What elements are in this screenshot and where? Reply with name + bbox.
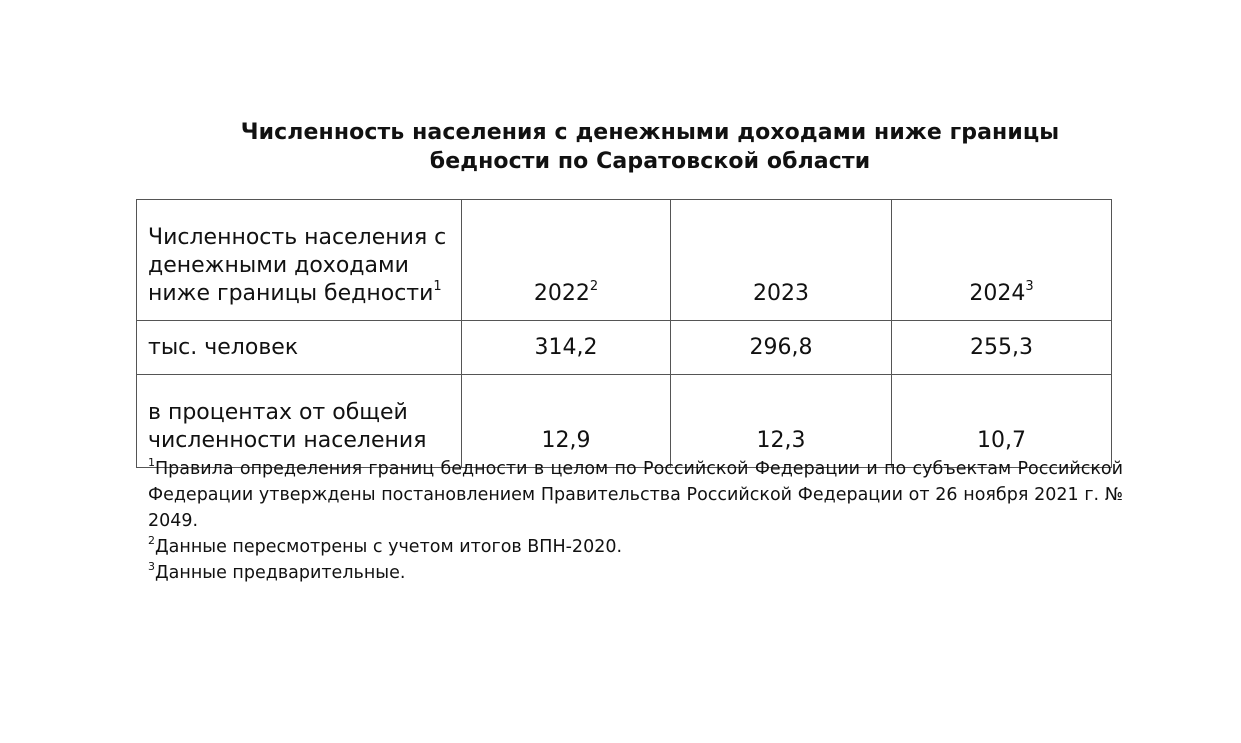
header-label-cell [137,200,462,321]
table-cell: 12,3 [671,375,892,468]
footnote [148,534,1123,560]
row-label: в процентах от общей численности населения [137,375,462,468]
table-cell: 314,2 [462,321,671,375]
table-header-row [137,200,1112,321]
header-year: 2022 [533,281,590,306]
header-year-cell [671,200,892,321]
header-label: Численность населения с денежными доходами ниже границы бедности [148,225,447,306]
footnote [148,560,1123,586]
page-title [0,118,1241,176]
header-year-footnote-mark: 2 [589,278,599,294]
table-cell: 12,9 [462,375,671,468]
header-year: 2023 [753,281,809,306]
header-year-footnote-mark: 3 [1025,278,1034,294]
table-row [137,321,1112,375]
poverty-table [136,199,1112,468]
table-cell: 296,8 [671,321,892,375]
footnote-text: Данные пересмотрены с учетом итогов ВПН-2020. [155,537,623,557]
header-year-cell [892,200,1112,321]
footnote [148,456,1123,534]
title-line-1: Численность населения с денежными доходами ниже границы [240,120,1060,145]
header-year-cell [462,200,671,321]
footnote-text: Правила определения границ бедности в целом по Российской Федерации и по субъектам Российской Федерации утверждены постановлением Правительства Российской Федерации от 26 ноября 2021 г. № 2049. [148,459,1123,531]
header-label-footnote-mark: 1 [433,278,442,294]
header-year: 2024 [969,281,1026,306]
title-line-2: бедности по Саратовской области [429,149,871,174]
row-label: тыс. человек [137,321,462,375]
footnote-mark: 2 [148,534,155,548]
table-cell: 255,3 [892,321,1112,375]
footnote-mark: 3 [148,560,155,574]
table-row [137,375,1112,468]
footnote-text: Данные предварительные. [155,563,406,583]
table-cell: 10,7 [892,375,1112,468]
footnotes [148,456,1123,586]
footnote-mark: 1 [148,456,155,470]
